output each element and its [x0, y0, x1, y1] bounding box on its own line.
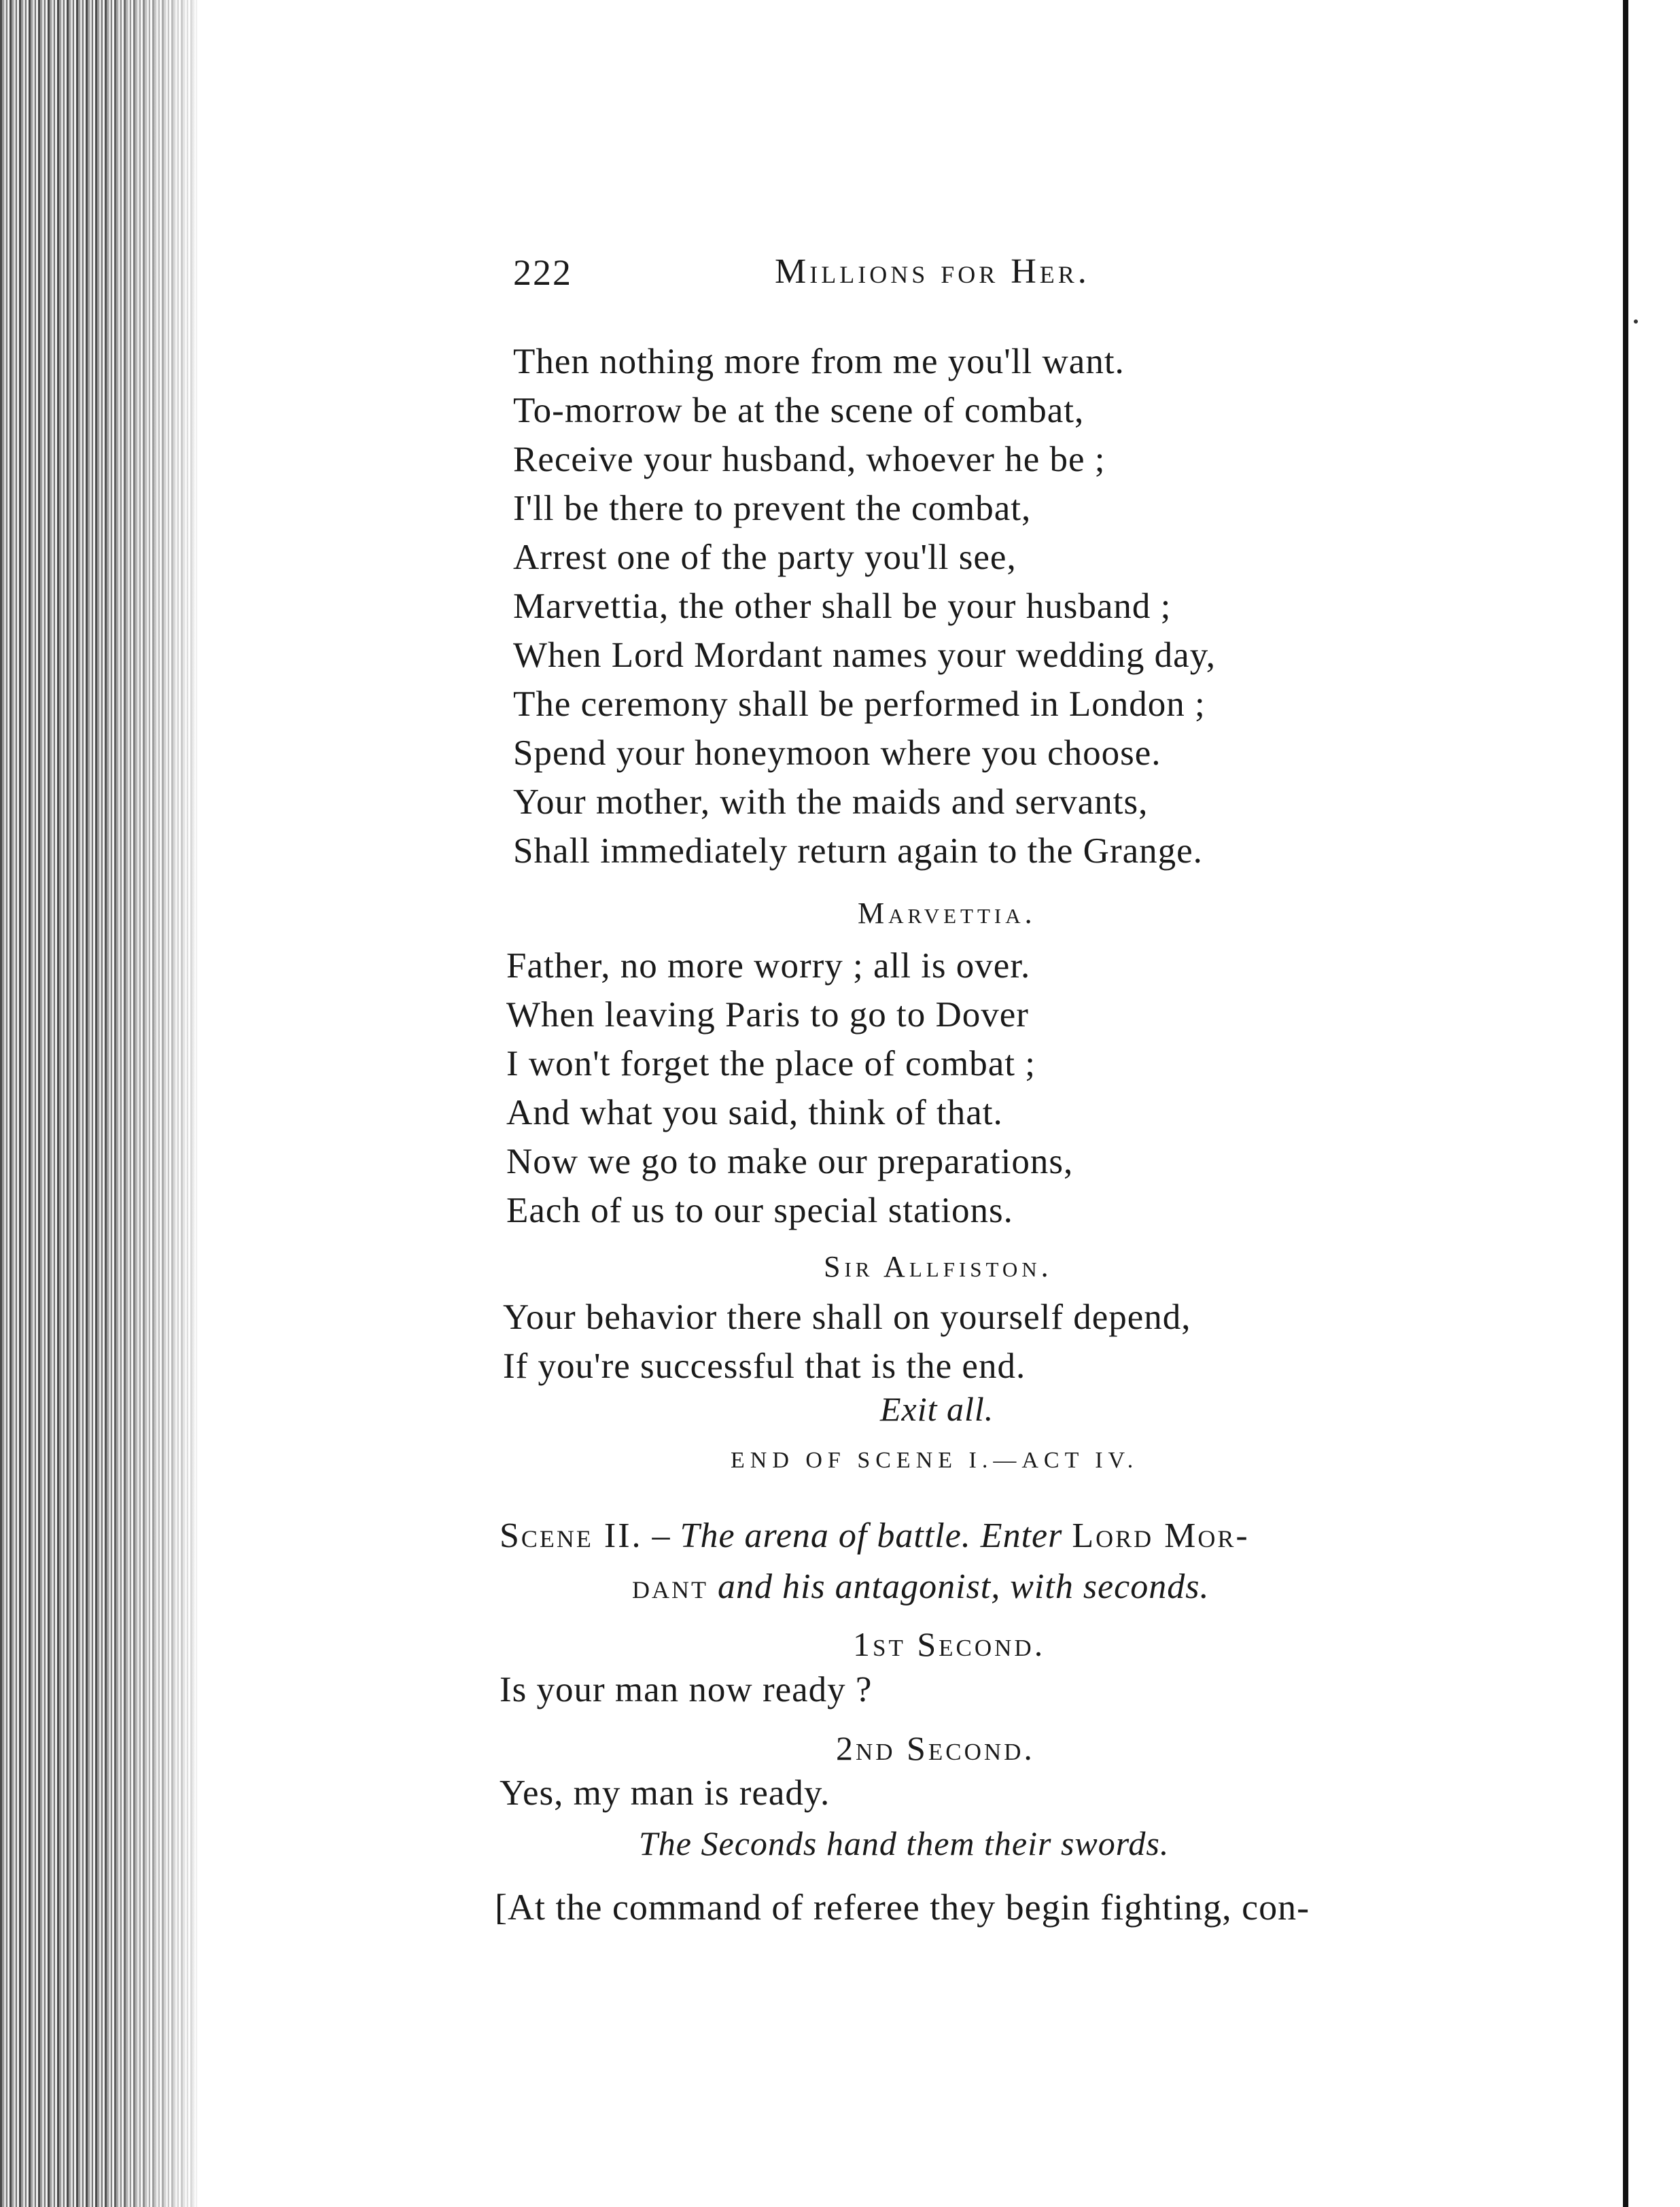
verse-line: Your behavior there shall on yourself depend,	[503, 1298, 1191, 1337]
scene-description: and his antagonist, with seconds.	[707, 1567, 1210, 1606]
verse-line: Now we go to make our preparations,	[506, 1142, 1074, 1181]
stage-direction: The Seconds hand them their swords.	[639, 1824, 1170, 1862]
verse-line: I'll be there to prevent the combat,	[513, 489, 1032, 528]
verse-line: Father, no more worry ; all is over.	[506, 946, 1031, 986]
speaker-name: Sir Allfiston.	[824, 1250, 1053, 1283]
dialogue-line: Is your man now ready ?	[500, 1670, 873, 1709]
character-name: dant	[632, 1567, 708, 1606]
verse-block-2	[506, 941, 1073, 1235]
page-number: 222	[513, 252, 572, 293]
verse-line: Shall immediately return again to the Grange.	[513, 831, 1203, 871]
verse-line: Receive your husband, whoever he be ;	[513, 440, 1106, 479]
verse-line: And what you said, think of that.	[506, 1093, 1003, 1132]
verse-line: I won't forget the place of combat ;	[506, 1044, 1036, 1083]
scene-description: – The arena of battle. Enter	[642, 1516, 1072, 1555]
speaker-name: 1st Second.	[853, 1625, 1046, 1663]
stage-direction-line: [At the command of referee they begin fighting, con-	[495, 1887, 1310, 1928]
verse-line: Then nothing more from me you'll want.	[513, 342, 1125, 381]
scene-heading-line-1	[500, 1516, 1250, 1556]
speaker-name: Marvettia.	[858, 897, 1036, 930]
verse-line: Your mother, with the maids and servants,	[513, 782, 1149, 822]
scene-label: Scene II.	[500, 1516, 643, 1555]
verse-line: Each of us to our special stations.	[506, 1191, 1013, 1230]
verse-line: The ceremony shall be performed in London ;	[513, 684, 1206, 724]
verse-line: If you're successful that is the end.	[503, 1346, 1026, 1386]
verse-line: When Lord Mordant names your wedding day,	[513, 636, 1216, 675]
verse-line: When leaving Paris to go to Dover	[506, 995, 1029, 1035]
character-name: Lord Mor-	[1072, 1516, 1250, 1555]
stage-direction: Exit all.	[880, 1390, 994, 1428]
margin-speck	[1634, 319, 1638, 324]
speaker-name: 2nd Second.	[836, 1729, 1035, 1767]
verse-line: To-morrow be at the scene of combat,	[513, 391, 1085, 430]
verse-line: Spend your honeymoon where you choose.	[513, 733, 1161, 773]
page-header	[513, 251, 1166, 306]
dialogue-line: Yes, my man is ready.	[500, 1773, 830, 1813]
end-of-scene-marker: END OF SCENE I.—ACT IV.	[731, 1448, 1139, 1473]
verse-block-3	[503, 1293, 1191, 1391]
verse-line: Marvettia, the other shall be your husband ;	[513, 587, 1172, 626]
page-edge-fade	[102, 0, 204, 2207]
verse-line: Arrest one of the party you'll see,	[513, 538, 1017, 577]
running-head: Millions for Her.	[775, 252, 1090, 291]
scene-heading-line-2	[632, 1567, 1209, 1607]
right-margin-rule	[1623, 0, 1628, 2207]
verse-block-1	[513, 337, 1216, 875]
